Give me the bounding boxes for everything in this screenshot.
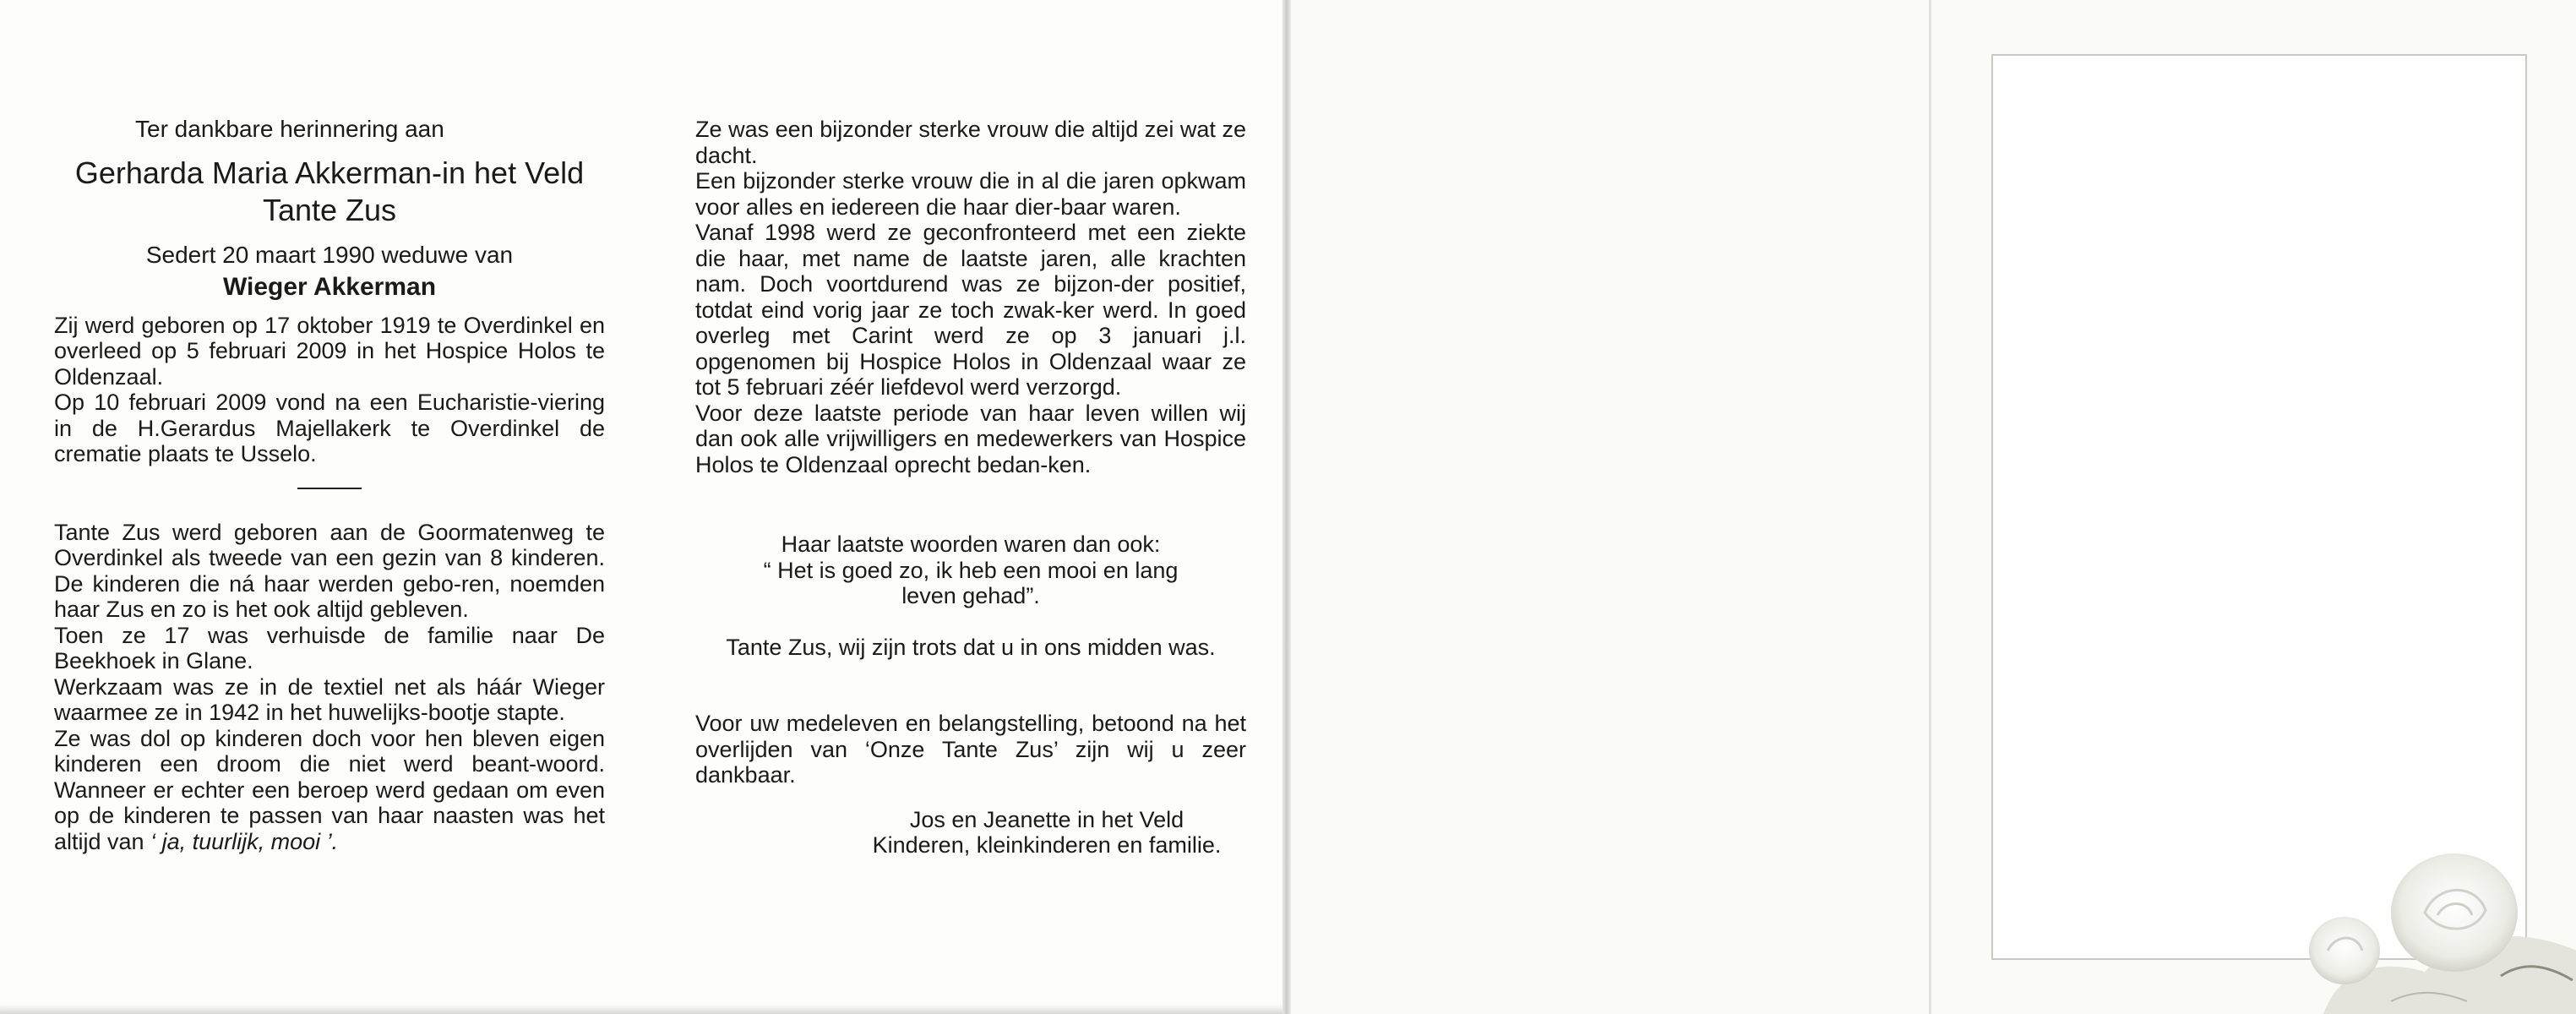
- story-paragraph-4: [54, 726, 605, 855]
- character-paragraph-2: Een bijzonder sterke vrouw die in al die jaren opkwam voor alles en iedereen die haar dier-baar waren.: [695, 168, 1246, 220]
- story-paragraph-1: Tante Zus werd geboren aan de Goormatenweg te Overdinkel als tweede van een gezin van 8 kinderen. De kinderen die ná haar werden gebo-ren, noemden haar Zus en zo is het ook altijd gebleven.: [54, 519, 605, 622]
- gratitude-paragraph: Voor deze laatste periode van haar leven willen wij dan ook alle vrijwilligers en medewerkers van Hospice Holos te Oldenzaal oprecht bedan-ken.: [695, 400, 1246, 477]
- last-words-intro: Haar laatste woorden waren dan ook:: [781, 532, 1161, 557]
- deceased-nickname: Tante Zus: [262, 192, 397, 227]
- proud-line: Tante Zus, wij zijn trots dat u in ons midden was.: [726, 634, 1216, 660]
- white-roses-image: [2264, 832, 2576, 1014]
- character-paragraph-1: Ze was een bijzonder sterke vrouw die altijd zei wat ze dacht.: [695, 117, 1246, 168]
- story-paragraph-4-quote: ‘ ja, tuurlijk, mooi ’.: [150, 828, 339, 854]
- husband-name: Wieger Akkerman: [222, 273, 437, 301]
- divider-line: [297, 488, 362, 489]
- signature-line-2: Kinderen, kleinkinderen en familie.: [872, 832, 1222, 858]
- birth-death-paragraph: Zij werd geboren op 17 oktober 1919 te Overdinkel en overleed op 5 februari 2009 in het Hospice Holos te Oldenzaal.: [54, 312, 605, 390]
- deceased-name: Gerharda Maria Akkerman-in het Veld: [74, 155, 585, 190]
- last-words-line-1: “ Het is goed zo, ik heb een mooi en lang: [763, 557, 1179, 583]
- story-paragraph-2: Toen ze 17 was verhuisde de familie naar De Beekhoek in Glane.: [54, 622, 605, 673]
- closing-thanks: Voor uw medeleven en belangstelling, betoond na het overlijden van ‘Onze Tante Zus’ zijn wij u zeer dankbaar.: [695, 711, 1246, 788]
- signature-line-1: Jos en Jeanette in het Veld: [909, 806, 1185, 832]
- memorial-text-right-column: [695, 117, 1246, 859]
- last-words-line-2: leven gehad”.: [901, 583, 1040, 608]
- memorial-text-left-column: [54, 117, 605, 854]
- photo-frame: [1991, 54, 2527, 960]
- ceremony-paragraph: Op 10 februari 2009 vond na een Eucharistie-viering in de H.Gerardus Majellakerk te Overdinkel de crematie plaats te Usselo.: [54, 390, 605, 466]
- illness-paragraph: Vanaf 1998 werd ze geconfronteerd met een ziekte die haar, met name de laatste jaren, alle krachten nam. Doch voortdurend was ze bijzon-der positief, totdat eind vorig jaar ze toch zwak-ker werd. In goed overleg met Carint werd ze op 3 januari j.l. opgenomen bij Hospice Holos in Oldenzaal waar ze tot 5 februari zéér liefdevol werd verzorgd.: [695, 220, 1246, 400]
- last-words-block: [695, 532, 1246, 609]
- story-paragraph-4-text: Ze was dol op kinderen doch voor hen bleven eigen kinderen een droom die niet werd beant-woord. Wanneer er echter een beroep werd gedaan om even op de kinderen te passen van haar naasten was het altijd van: [54, 725, 605, 854]
- intro-line: Ter dankbare herinnering aan: [135, 116, 444, 142]
- signature-block: [695, 807, 1246, 859]
- widow-line: Sedert 20 maart 1990 weduwe van: [145, 241, 514, 268]
- card-fold: [1283, 0, 1291, 1014]
- card-blank-page: [1291, 0, 1931, 1014]
- story-paragraph-3: Werkzaam was ze in de textiel net als háár Wieger waarmee ze in 1942 in het huwelijks-bootje stapte.: [54, 673, 605, 725]
